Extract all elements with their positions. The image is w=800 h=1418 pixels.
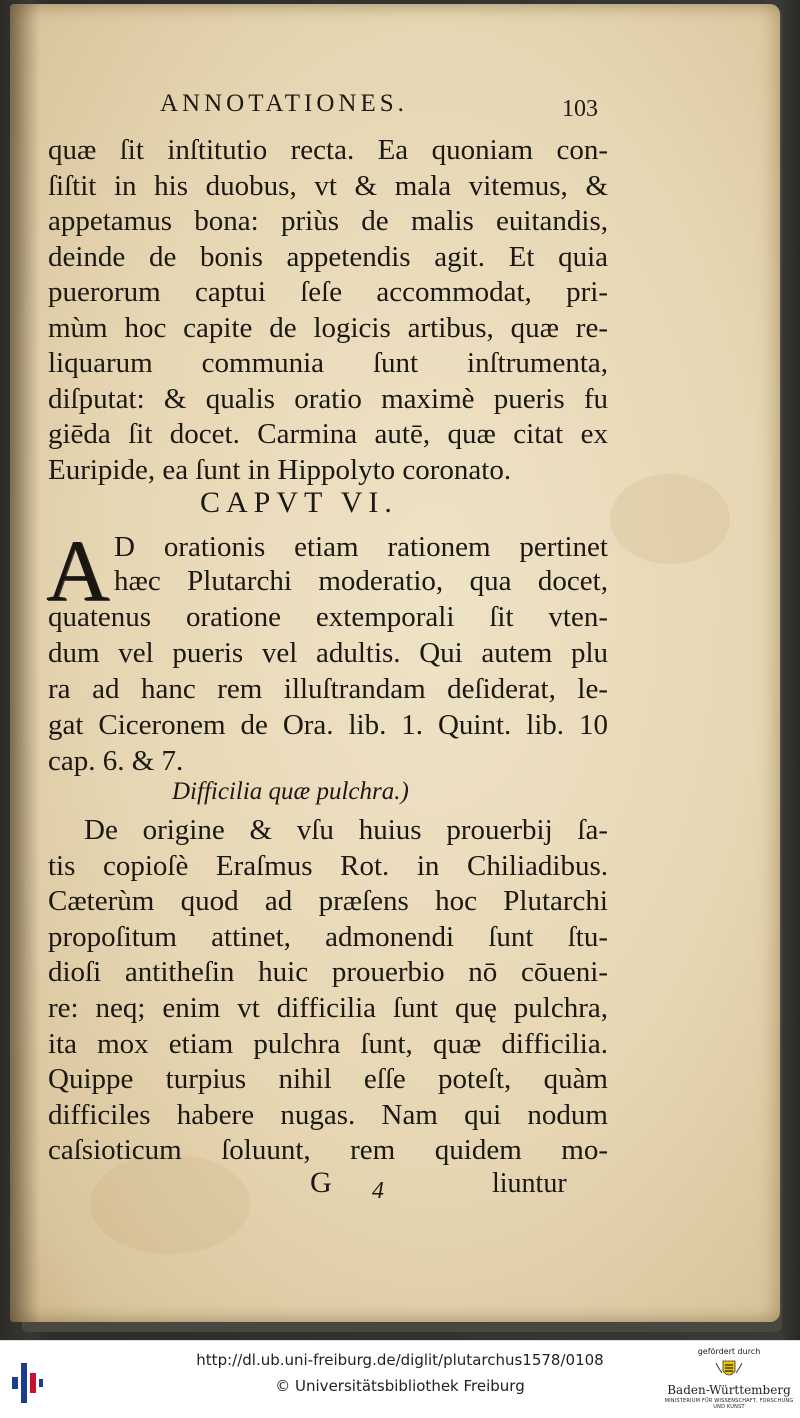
text-line: propoſitum attinet, admonendi ſunt ſtu- bbox=[48, 920, 608, 953]
text-line: gat Ciceronem de Ora. lib. 1. Quint. lib. 10 bbox=[48, 709, 608, 741]
funder-caption: gefördert durch bbox=[697, 1347, 761, 1356]
text-line: Euripide, ea ſunt in Hippolyto coronato. bbox=[48, 453, 512, 486]
funder-name: Baden-Württemberg bbox=[667, 1383, 791, 1397]
footer-bar bbox=[0, 1340, 800, 1418]
text-line: diſputat: & qualis oratio maximè pueris fu bbox=[48, 382, 608, 415]
text-line: hæc Plutarchi moderatio, qua docet, bbox=[114, 565, 608, 597]
folio-number: 103 bbox=[562, 96, 598, 122]
copyright-notice: © Universitätsbibliothek Freiburg bbox=[275, 1377, 525, 1395]
text-line: dioſi antitheſin huic prouerbio nō cōueni- bbox=[48, 956, 608, 989]
text-line: dum vel pueris vel adultis. Qui autem plu bbox=[48, 637, 608, 669]
coat-of-arms-icon bbox=[714, 1359, 744, 1381]
chapter-heading: CAPVT VI. bbox=[200, 486, 398, 519]
text-line: liquarum communia ſunt inſtrumenta, bbox=[48, 347, 608, 379]
text-line: giēda ſit docet. Carmina autē, quæ citat ex bbox=[48, 418, 608, 450]
page-stain bbox=[610, 474, 730, 564]
text-line: deinde de bonis appetendis agit. Et quia bbox=[48, 240, 608, 273]
subheading: Difficilia quæ pulchra.) bbox=[172, 778, 409, 805]
text-line: Quippe turpius nihil eſſe poteſt, quàm bbox=[48, 1063, 608, 1096]
text-line: puerorum captui ſeſe accommodat, pri- bbox=[48, 276, 608, 308]
text-line: quæ ſit inſtitutio recta. Ea quoniam con- bbox=[48, 134, 608, 166]
text-line: difficiles habere nugas. Nam qui nodum bbox=[48, 1098, 608, 1131]
permalink-url[interactable]: http://dl.ub.uni-freiburg.de/diglit/plutarchus1578/0108 bbox=[196, 1351, 604, 1369]
text-line: D orationis etiam rationem pertinet bbox=[114, 531, 608, 563]
text-line: caſsioticum ſoluunt, rem quidem mo- bbox=[48, 1134, 608, 1167]
text-line: Cæterùm quod ad præſens hoc Plutarchi bbox=[48, 885, 608, 918]
text-line: ſiſtit in his duobus, vt & mala vitemus, & bbox=[48, 169, 608, 202]
running-head: ANNOTATIONES. bbox=[160, 90, 408, 117]
text-line: ita mox etiam pulchra ſunt, quæ difficilia. bbox=[48, 1027, 608, 1060]
text-line: tis copioſè Eraſmus Rot. in Chiliadibus. bbox=[48, 849, 608, 882]
text-line: re: neq; enim vt difficilia ſunt quę pulchra, bbox=[48, 992, 608, 1024]
text-line: quatenus oratione extemporali ſit vten- bbox=[48, 601, 608, 633]
text-line: ra ad hanc rem illuſtrandam deſiderat, le- bbox=[48, 673, 608, 705]
text-line: cap. 6. & 7. bbox=[48, 745, 184, 777]
text-line: mùm hoc capite de logicis artibus, quæ re- bbox=[48, 311, 608, 344]
signature-number: 4 bbox=[372, 1178, 384, 1204]
decorated-initial: A bbox=[46, 523, 110, 620]
funder-ministry: MINISTERIUM FÜR WISSENSCHAFT, FORSCHUNG UND KUNST bbox=[664, 1398, 794, 1410]
catchword: liuntur bbox=[492, 1168, 567, 1199]
funder-logo[interactable] bbox=[662, 1345, 796, 1415]
text-line: De origine & vſu huius prouerbij ſa- bbox=[84, 814, 608, 846]
text-line: appetamus bona: priùs de malis euitandis, bbox=[48, 205, 608, 237]
signature-mark: G bbox=[310, 1166, 332, 1199]
